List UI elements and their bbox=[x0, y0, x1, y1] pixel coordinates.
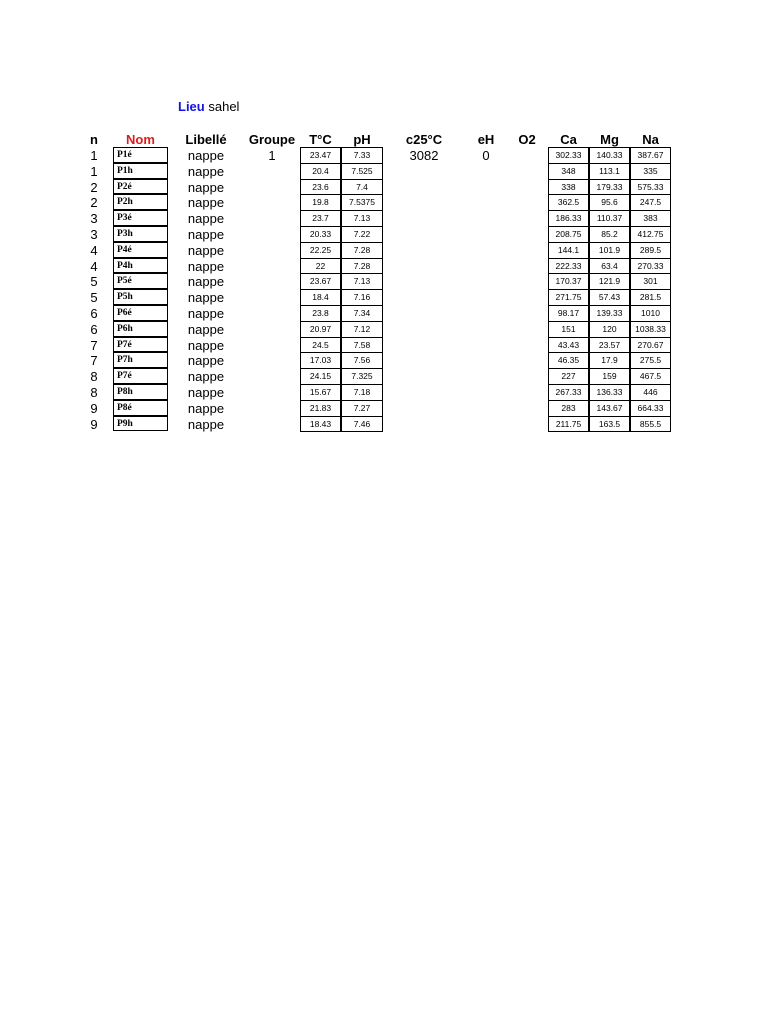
cell-temperature: 20.4 bbox=[300, 163, 341, 180]
cell-eh bbox=[474, 401, 498, 417]
cell-nom: P7é bbox=[113, 337, 168, 353]
cell-temperature: 18.4 bbox=[300, 289, 341, 306]
cell-mg: 140.33 bbox=[589, 147, 630, 164]
table-row bbox=[0, 180, 768, 196]
cell-na: 275.5 bbox=[630, 352, 671, 369]
cell-c25 bbox=[400, 353, 448, 369]
cell-ca: 348 bbox=[548, 163, 589, 180]
cell-c25 bbox=[400, 243, 448, 259]
cell-eh bbox=[474, 306, 498, 322]
cell-ca: 46.35 bbox=[548, 352, 589, 369]
cell-libelle: nappe bbox=[187, 179, 225, 195]
cell-na: 855.5 bbox=[630, 416, 671, 433]
cell-ph: 7.28 bbox=[341, 242, 383, 259]
cell-na: 289.5 bbox=[630, 242, 671, 259]
cell-na: 247.5 bbox=[630, 194, 671, 211]
cell-c25 bbox=[400, 369, 448, 385]
cell-na: 281.5 bbox=[630, 289, 671, 306]
cell-groupe bbox=[252, 369, 292, 385]
cell-c25 bbox=[400, 259, 448, 275]
cell-temperature: 22 bbox=[300, 258, 341, 275]
lieu-label: Lieu bbox=[178, 99, 205, 114]
cell-ca: 222.33 bbox=[548, 258, 589, 275]
table-row bbox=[0, 259, 768, 275]
cell-libelle: nappe bbox=[187, 385, 225, 400]
header-n: n bbox=[90, 132, 98, 147]
cell-n: 3 bbox=[90, 227, 98, 242]
cell-c25 bbox=[400, 306, 448, 322]
table-row bbox=[0, 401, 768, 417]
cell-nom: P5h bbox=[113, 289, 168, 305]
cell-nom: P2h bbox=[113, 194, 168, 210]
table-row bbox=[0, 322, 768, 338]
cell-eh bbox=[474, 290, 498, 306]
cell-na: 412.75 bbox=[630, 226, 671, 243]
cell-nom: P8é bbox=[113, 400, 168, 416]
table-row bbox=[0, 417, 768, 433]
cell-ph: 7.16 bbox=[341, 289, 383, 306]
cell-c25 bbox=[400, 164, 448, 180]
cell-mg: 159 bbox=[589, 368, 630, 385]
cell-nom: P3h bbox=[113, 226, 168, 242]
cell-c25 bbox=[400, 322, 448, 338]
cell-eh bbox=[474, 195, 498, 211]
header-mg: Mg bbox=[600, 132, 619, 147]
cell-ca: 170.37 bbox=[548, 273, 589, 290]
cell-libelle: nappe bbox=[187, 306, 225, 321]
cell-na: 446 bbox=[630, 384, 671, 401]
cell-c25 bbox=[400, 211, 448, 227]
cell-c25 bbox=[400, 180, 448, 196]
cell-mg: 23.57 bbox=[589, 337, 630, 354]
cell-ca: 271.75 bbox=[548, 289, 589, 306]
cell-libelle: nappe bbox=[187, 290, 225, 306]
header-na: Na bbox=[642, 132, 659, 147]
cell-ca: 338 bbox=[548, 179, 589, 196]
cell-n: 9 bbox=[90, 400, 98, 416]
cell-nom: P2é bbox=[113, 179, 168, 195]
cell-ph: 7.58 bbox=[341, 337, 383, 354]
cell-temperature: 15.67 bbox=[300, 384, 341, 401]
cell-groupe bbox=[252, 417, 292, 433]
cell-na: 1010 bbox=[630, 305, 671, 322]
cell-libelle: nappe bbox=[187, 211, 225, 227]
cell-groupe bbox=[252, 322, 292, 338]
cell-ca: 98.17 bbox=[548, 305, 589, 322]
header-c25: c25°C bbox=[405, 132, 443, 147]
cell-n: 8 bbox=[90, 385, 98, 400]
cell-groupe bbox=[252, 211, 292, 227]
cell-eh bbox=[474, 385, 498, 401]
cell-ph: 7.33 bbox=[341, 147, 383, 164]
lieu-value: sahel bbox=[208, 99, 240, 114]
table-row bbox=[0, 195, 768, 211]
cell-n: 4 bbox=[90, 242, 98, 258]
header-nom: Nom bbox=[126, 132, 155, 147]
cell-ph: 7.5375 bbox=[341, 194, 383, 211]
table-row bbox=[0, 274, 768, 290]
cell-ph: 7.56 bbox=[341, 352, 383, 369]
cell-temperature: 20.97 bbox=[300, 321, 341, 338]
cell-temperature: 24.5 bbox=[300, 337, 341, 354]
cell-ph: 7.27 bbox=[341, 400, 383, 417]
cell-c25 bbox=[400, 195, 448, 211]
cell-mg: 101.9 bbox=[589, 242, 630, 259]
cell-ca: 43.43 bbox=[548, 337, 589, 354]
cell-c25 bbox=[400, 401, 448, 417]
cell-groupe bbox=[252, 180, 292, 196]
cell-mg: 17.9 bbox=[589, 352, 630, 369]
table-row bbox=[0, 148, 768, 164]
cell-groupe bbox=[252, 243, 292, 259]
cell-ca: 267.33 bbox=[548, 384, 589, 401]
cell-n: 5 bbox=[90, 274, 98, 290]
cell-groupe bbox=[252, 401, 292, 417]
cell-temperature: 22.25 bbox=[300, 242, 341, 259]
cell-eh bbox=[474, 322, 498, 338]
cell-n: 1 bbox=[90, 148, 98, 163]
cell-temperature: 23.6 bbox=[300, 179, 341, 196]
cell-groupe bbox=[252, 290, 292, 306]
cell-nom: P5é bbox=[113, 273, 168, 289]
cell-ph: 7.325 bbox=[341, 368, 383, 385]
cell-mg: 179.33 bbox=[589, 179, 630, 196]
cell-libelle: nappe bbox=[187, 274, 225, 290]
cell-groupe bbox=[252, 338, 292, 354]
table-row bbox=[0, 369, 768, 385]
cell-groupe bbox=[252, 195, 292, 211]
cell-libelle: nappe bbox=[187, 353, 225, 369]
data-table bbox=[0, 148, 768, 448]
cell-eh bbox=[474, 369, 498, 385]
header-libelle: Libellé bbox=[185, 132, 227, 147]
table-row bbox=[0, 306, 768, 322]
cell-ph: 7.13 bbox=[341, 273, 383, 290]
cell-n: 3 bbox=[90, 211, 98, 227]
cell-libelle: nappe bbox=[187, 195, 225, 211]
cell-libelle: nappe bbox=[187, 148, 225, 163]
cell-ph: 7.18 bbox=[341, 384, 383, 401]
cell-groupe bbox=[252, 353, 292, 369]
cell-groupe bbox=[252, 274, 292, 290]
cell-nom: P4h bbox=[113, 258, 168, 274]
cell-mg: 85.2 bbox=[589, 226, 630, 243]
cell-ca: 302.33 bbox=[548, 147, 589, 164]
cell-libelle: nappe bbox=[187, 416, 225, 432]
cell-mg: 121.9 bbox=[589, 273, 630, 290]
cell-n: 8 bbox=[90, 369, 98, 385]
table-row bbox=[0, 211, 768, 227]
cell-libelle: nappe bbox=[187, 227, 225, 242]
cell-n: 5 bbox=[90, 290, 98, 306]
cell-eh bbox=[474, 164, 498, 180]
cell-c25 bbox=[400, 274, 448, 290]
cell-ca: 144.1 bbox=[548, 242, 589, 259]
cell-ph: 7.46 bbox=[341, 416, 383, 433]
cell-na: 383 bbox=[630, 210, 671, 227]
header-eh: eH bbox=[477, 132, 495, 147]
cell-temperature: 19.8 bbox=[300, 194, 341, 211]
cell-ph: 7.525 bbox=[341, 163, 383, 180]
cell-mg: 163.5 bbox=[589, 416, 630, 433]
cell-ph: 7.22 bbox=[341, 226, 383, 243]
cell-c25 bbox=[400, 227, 448, 243]
cell-ph: 7.28 bbox=[341, 258, 383, 275]
cell-c25: 3082 bbox=[409, 148, 439, 163]
cell-eh bbox=[474, 417, 498, 433]
cell-ph: 7.13 bbox=[341, 210, 383, 227]
cell-temperature: 23.67 bbox=[300, 273, 341, 290]
cell-eh bbox=[474, 259, 498, 275]
cell-mg: 120 bbox=[589, 321, 630, 338]
cell-libelle: nappe bbox=[187, 321, 225, 337]
cell-nom: P3é bbox=[113, 210, 168, 226]
cell-c25 bbox=[400, 417, 448, 433]
table-row bbox=[0, 385, 768, 401]
cell-ca: 227 bbox=[548, 368, 589, 385]
cell-na: 467.5 bbox=[630, 368, 671, 385]
cell-mg: 63.4 bbox=[589, 258, 630, 275]
cell-eh bbox=[474, 227, 498, 243]
cell-nom: P7h bbox=[113, 352, 168, 368]
cell-temperature: 24.15 bbox=[300, 368, 341, 385]
cell-nom: P8h bbox=[113, 384, 168, 400]
cell-temperature: 23.8 bbox=[300, 305, 341, 322]
cell-n: 2 bbox=[90, 195, 98, 211]
table-row bbox=[0, 338, 768, 354]
cell-mg: 113.1 bbox=[589, 163, 630, 180]
cell-n: 1 bbox=[90, 163, 98, 179]
cell-na: 270.67 bbox=[630, 337, 671, 354]
cell-na: 301 bbox=[630, 273, 671, 290]
cell-ca: 186.33 bbox=[548, 210, 589, 227]
cell-c25 bbox=[400, 338, 448, 354]
cell-ca: 211.75 bbox=[548, 416, 589, 433]
cell-n: 4 bbox=[90, 258, 98, 274]
cell-n: 2 bbox=[90, 179, 98, 195]
cell-na: 664.33 bbox=[630, 400, 671, 417]
cell-eh: 0 bbox=[482, 148, 490, 163]
cell-nom: P7é bbox=[113, 368, 168, 384]
header-temperature: T°C bbox=[309, 132, 332, 147]
header-o2: O2 bbox=[518, 132, 536, 147]
cell-temperature: 17.03 bbox=[300, 352, 341, 369]
cell-na: 575.33 bbox=[630, 179, 671, 196]
cell-n: 9 bbox=[90, 416, 98, 432]
table-row bbox=[0, 290, 768, 306]
cell-temperature: 18.43 bbox=[300, 416, 341, 433]
cell-eh bbox=[474, 274, 498, 290]
cell-n: 6 bbox=[90, 321, 98, 337]
cell-nom: P6é bbox=[113, 305, 168, 321]
cell-libelle: nappe bbox=[187, 369, 225, 385]
cell-mg: 57.43 bbox=[589, 289, 630, 306]
lieu-line bbox=[178, 99, 239, 115]
cell-mg: 95.6 bbox=[589, 194, 630, 211]
table-row bbox=[0, 164, 768, 180]
cell-temperature: 23.7 bbox=[300, 210, 341, 227]
cell-na: 1038.33 bbox=[630, 321, 671, 338]
cell-temperature: 21.83 bbox=[300, 400, 341, 417]
cell-groupe bbox=[252, 227, 292, 243]
table-row bbox=[0, 353, 768, 369]
cell-temperature: 20.33 bbox=[300, 226, 341, 243]
cell-na: 335 bbox=[630, 163, 671, 180]
cell-n: 7 bbox=[90, 353, 98, 369]
cell-nom: P6h bbox=[113, 321, 168, 337]
cell-temperature: 23.47 bbox=[300, 147, 341, 164]
cell-groupe: 1 bbox=[268, 148, 276, 163]
header-groupe: Groupe bbox=[248, 132, 296, 147]
cell-nom: P9h bbox=[113, 416, 168, 432]
cell-ph: 7.34 bbox=[341, 305, 383, 322]
cell-libelle: nappe bbox=[187, 163, 225, 179]
cell-mg: 143.67 bbox=[589, 400, 630, 417]
cell-ca: 283 bbox=[548, 400, 589, 417]
cell-c25 bbox=[400, 290, 448, 306]
header-ph: pH bbox=[353, 132, 371, 147]
cell-eh bbox=[474, 353, 498, 369]
cell-groupe bbox=[252, 306, 292, 322]
cell-groupe bbox=[252, 385, 292, 401]
cell-na: 270.33 bbox=[630, 258, 671, 275]
cell-libelle: nappe bbox=[187, 337, 225, 353]
table-row bbox=[0, 243, 768, 259]
cell-libelle: nappe bbox=[187, 242, 225, 258]
cell-mg: 136.33 bbox=[589, 384, 630, 401]
header-ca: Ca bbox=[560, 132, 577, 147]
cell-libelle: nappe bbox=[187, 258, 225, 274]
cell-n: 6 bbox=[90, 306, 98, 321]
cell-nom: P4é bbox=[113, 242, 168, 258]
cell-eh bbox=[474, 243, 498, 259]
cell-eh bbox=[474, 338, 498, 354]
cell-groupe bbox=[252, 259, 292, 275]
cell-ph: 7.4 bbox=[341, 179, 383, 196]
cell-mg: 110.37 bbox=[589, 210, 630, 227]
cell-groupe bbox=[252, 164, 292, 180]
cell-ph: 7.12 bbox=[341, 321, 383, 338]
cell-c25 bbox=[400, 385, 448, 401]
cell-nom: P1é bbox=[113, 147, 168, 163]
cell-ca: 362.5 bbox=[548, 194, 589, 211]
cell-nom: P1h bbox=[113, 163, 168, 179]
cell-eh bbox=[474, 180, 498, 196]
cell-n: 7 bbox=[90, 337, 98, 353]
cell-ca: 151 bbox=[548, 321, 589, 338]
cell-na: 387.67 bbox=[630, 147, 671, 164]
cell-mg: 139.33 bbox=[589, 305, 630, 322]
cell-eh bbox=[474, 211, 498, 227]
table-row bbox=[0, 227, 768, 243]
cell-ca: 208.75 bbox=[548, 226, 589, 243]
cell-libelle: nappe bbox=[187, 400, 225, 416]
